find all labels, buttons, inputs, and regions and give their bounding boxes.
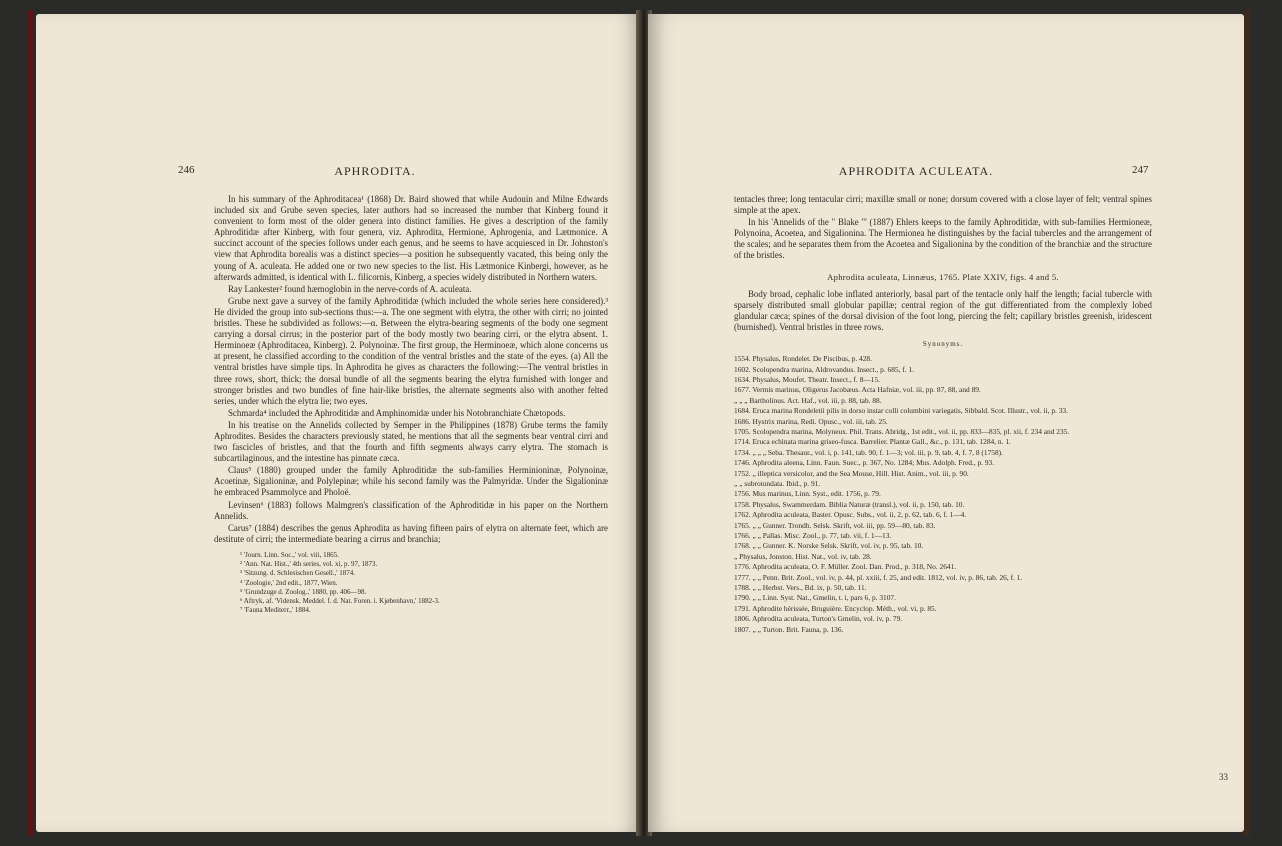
- running-title: APHRODITA ACULEATA.: [838, 164, 994, 178]
- synonym-entry: 1756. Mus marinus, Linn. Syst., edit. 1756, p. 79.: [734, 489, 881, 499]
- synonym-entry: „ „ subrotundata. Ibid., p. 91.: [734, 479, 821, 488]
- synonym-entry: 1734. „ „ „ Seba. Thesaur., vol. i, p. 141, tab. 90, f. 1—3; vol. iii, p. 9, tab. 4, f. 7, 8 (1758).: [734, 447, 1003, 457]
- book-edge-left: [28, 10, 34, 836]
- synonym-entry: 1677. Vermis marinus, Oligerus Jacobæus. Acta Hafniæ, vol. iii, pp. 87, 88, and 89.: [734, 385, 981, 395]
- paragraph: Grube next gave a survey of the family Aphroditidæ (which included the whole series here considered).³ He divided the group into sub-sections thus:—a. The one segment with elytra, the other with cirri; no jointed bristles. These he subdivided as follows:—α. Between the elytra-bearing segments of the body one segment carrying a dorsal cirrus; in the posterior part of the body mostly two bearing cirri, or the elytra absent. 1. Herminoeæ (Aphroditacea, Kinberg). 2. Polynoinæ. The first group, the Herminoeæ, which alone concerns us at present, he classified according to the condition of the ventral bristles and the state of the eyes. (a) All the ventral bristles have simple tips. In Aphrodita he gives as characters the following:—The ventral bristles in three rows, short, thick; the dorsal bundle of all the segments bearing the elytra furnished with longer and stronger bristles and two bundles of fine hair-like bristles, the alternate segments also with another felted series, under which the elytra lie; two eyes.: [214, 295, 608, 406]
- synonym-entry: 1714. Eruca echinata marina griseo-fusca. Barrelier. Plantæ Gall., &c., p. 131, tab. 1284, n. 1.: [734, 437, 1011, 447]
- paragraph: tentacles three; long tentacular cirri; maxillæ small or none; dorsum covered with a close layer of felt; ventral spines simple at the apex.: [734, 194, 1152, 216]
- footnote: ⁶ Aftryk, af. 'Vidensk. Meddel. f. d. Nat. Foren. i. Kjøbenhavn,' 1882-3.: [240, 596, 440, 605]
- synonym-entry: 1788. „ „ Herbst. Vers., Bd. ix, p. 50, tab. 11.: [734, 583, 867, 593]
- synonym-entry: 1790. „ „ Linn. Syst. Nat., Gmelin, t. i, pars 6, p. 3107.: [734, 593, 896, 603]
- synonym-entry: „ Physalus, Jonston. Hist. Nat., vol. iv, tab. 28.: [734, 551, 872, 561]
- synonym-entry: 1686. Hystrix marina, Redi. Opusc., vol. iii, tab. 25.: [734, 416, 888, 426]
- synonym-entry: „ „ „ Bartholinus. Act. Haf., vol. iii, p. 88, tab. 88.: [734, 395, 882, 405]
- left-page: [36, 14, 642, 832]
- paragraph: Levinsen⁶ (1883) follows Malmgren's classification of the Aphroditidæ in his paper on the Northern Annelids.: [214, 499, 608, 521]
- synonym-list: [734, 354, 1152, 635]
- paragraph: In his summary of the Aphroditacea¹ (1868) Dr. Baird showed that while Audouin and Milne Edwards included six and Grube seven species, later authors had so increased the number that Kinberg found it convenient to form most of the older genera into distinct families. He gives a description of the family Aphroditidæ after Kinberg, with four genera, viz. Aphrodita, Hermione, Aphrogenia, and Lætmonice. A succinct account of the species follows under each genus, and he seems to have acquiesced in Dr. Johnston's view that Aphrodita borealis was a distinct species—a position he subsequently vacated, this being only the young of A. aculeata. He added one or two new species to the list. His Lætmonice Kinbergi, however, as he afterwards admitted, is identical with L. filicornis, Kinberg, a species widely distributed in Northern waters.: [214, 194, 608, 282]
- page-number: 246: [178, 164, 195, 176]
- footnote: ¹ 'Journ. Linn. Soc.,' vol. viii, 1865.: [240, 550, 339, 559]
- footnote: ² 'Ann. Nat. Hist.,' 4th series, vol. xi, p. 97, 1873.: [240, 560, 378, 569]
- paragraph: Carus⁷ (1884) describes the genus Aphrodita as having fifteen pairs of elytra on alternate feet, which are destitute of cirri; the intermediate bearing a cirrus and branchia;: [214, 522, 608, 544]
- signature-mark: 33: [1219, 772, 1228, 782]
- paragraph: Schmarda⁴ included the Aphroditidæ and Amphinomidæ under his Notobranchiate Chætopods.: [228, 407, 566, 418]
- synonym-entry: 1602. Scolopendra marina, Aldrovandus. Insect., p. 685, f. 1.: [734, 364, 915, 374]
- footnote: ⁷ 'Fauna Mediterr.,' 1884.: [240, 606, 311, 615]
- synonym-entry: 1554. Physalus, Rondelet. De Piscibus, p. 428.: [734, 354, 872, 364]
- paragraph: In his treatise on the Annelids collected by Semper in the Philippines (1878) Grube terms the family Aphrodites. Besides the characters previously stated, he mentions that all the segments bear ventral cirri and two fascicles of bristles, and that the fourth and fifth segments always carry elytra. The stomach is subcartilaginous, and the intestine has pinnate cæca.: [214, 419, 608, 464]
- synonym-entry: 1746. Aphrodita aleena, Linn. Faun. Suec., p. 367, No. 1284; Mus. Adolph. Fred., p. 93.: [734, 458, 995, 468]
- synonym-entry: 1766. „ „ Pallas. Misc. Zool., p. 77, tab. vii, f. 1—13.: [734, 531, 892, 541]
- synonym-entry: 1776. Aphrodita aculeata, O. F. Müller. Zool. Dan. Prod., p. 318, No. 2641.: [734, 562, 957, 572]
- paragraph: Ray Lankester² found hæmoglobin in the nerve-cords of A. aculeata.: [228, 283, 472, 294]
- species-heading: Aphrodita aculeata, Linnæus, 1765. Plate XXIV, figs. 4 and 5.: [827, 271, 1059, 282]
- synonym-entry: 1807. „ „ Turton. Brit. Fauna, p. 136.: [734, 624, 844, 634]
- synonym-entry: 1634. Physalus, Moufet. Theatr. Insect., f. 8—15.: [734, 374, 881, 384]
- book-edge-right: [1244, 10, 1250, 836]
- paragraph: In his 'Annelids of the " Blake "' (1887) Ehlers keeps to the family Aphroditidæ, with sub-families Hermioneæ, Polynoina, Acoetea, and Sigalionina. The Hermionea he distinguishes by the facial tubercles and the arrangement of the scales; and he separates them from the Acoetea and Sigalionina by the condition of the branchiæ and the structure of the bristles.: [734, 217, 1152, 261]
- synonym-entry: 1705. Scolopendra marina, Molyneux. Phil. Trans. Abridg., 1st edit., vol. ii, pp. 833—835, pl. xii, f. 234 and 235.: [734, 426, 1070, 436]
- footnote: ³ 'Sitzung. d. Schlesischen Gesell.,' 1874.: [240, 569, 356, 578]
- right-page: [648, 14, 1244, 832]
- synonym-entry: 1762. Aphrodita aculeata, Baster. Opusc. Subs., vol. ii, 2, p. 62, tab. 6, f. 1—4.: [734, 510, 967, 520]
- synonym-entry: 1791. Aphrodite hérissée, Bruguière. Encyclop. Méth., vol. vi, p. 85.: [734, 603, 937, 613]
- synonym-entry: 1758. Physalus, Swammerdam. Biblia Naturæ (transl.), vol. ii, p. 150, tab. 10.: [734, 499, 965, 509]
- footnote: ⁵ 'Grundzuge d. Zoolog.,' 1880, pp. 406—98.: [240, 587, 367, 596]
- synonyms-heading: Synonyms.: [922, 340, 964, 349]
- footnotes: [214, 551, 608, 615]
- page-number: 247: [1132, 164, 1149, 176]
- synonym-entry: 1777. „ „ Penn. Brit. Zool., vol. iv, p. 44, pl. xxiii, f. 25, and edit. 1812, vol. iv, p. 86, tab. 26, f. 1.: [734, 572, 1023, 582]
- synonym-entry: 1752. „ illeptica versicolor, and the Sea Mouse, Hill. Hist. Anim., vol. iii, p. 90.: [734, 468, 969, 478]
- synonym-entry: 1765. „ „ Gunner. Trondh. Selsk. Skrift, vol. iii, pp. 59—80, tab. 83.: [734, 520, 936, 530]
- species-description: Body broad, cephalic lobe inflated anteriorly, basal part of the tentacle only half the length; facial tubercle with sparsely distributed small globular papillæ; central region of the gut differentiated from the complexly lobed glandular cæca; spines of the dorsal division of the foot long, piercing the felt; capillary bristles greenish, iridescent (burnished). Ventral bristles in three rows.: [734, 288, 1152, 332]
- right-body-text: [734, 194, 1152, 635]
- left-body-text: [214, 194, 608, 615]
- synonym-entry: 1768. „ „ Gunner. K. Norske Selsk. Skrift, vol. iv, p. 95, tab. 10.: [734, 541, 924, 551]
- running-title: APHRODITA.: [334, 164, 416, 178]
- paragraph: Claus⁵ (1880) grouped under the family Aphroditidæ the sub-families Herminioninæ, Polynoinæ, Acoetinæ, Sigalioninæ, and Polylepinæ; while his second family was the Palmyridæ. Under the Sigalioninæ he embraced Psammolyce and Pholoë.: [214, 465, 608, 498]
- footnote: ⁴ 'Zoologie,' 2nd edit., 1877, Wien.: [240, 578, 338, 587]
- synonym-entry: 1684. Eruca marina Rondeletii pilis in dorso instar colli columbini variegatis, Sibbald. Scot. Illustr., vol. ii, p. 33.: [734, 406, 1068, 416]
- synonym-entry: 1806. Aphrodita aculeata, Turton's Gmelin, vol. iv, p. 79.: [734, 614, 903, 624]
